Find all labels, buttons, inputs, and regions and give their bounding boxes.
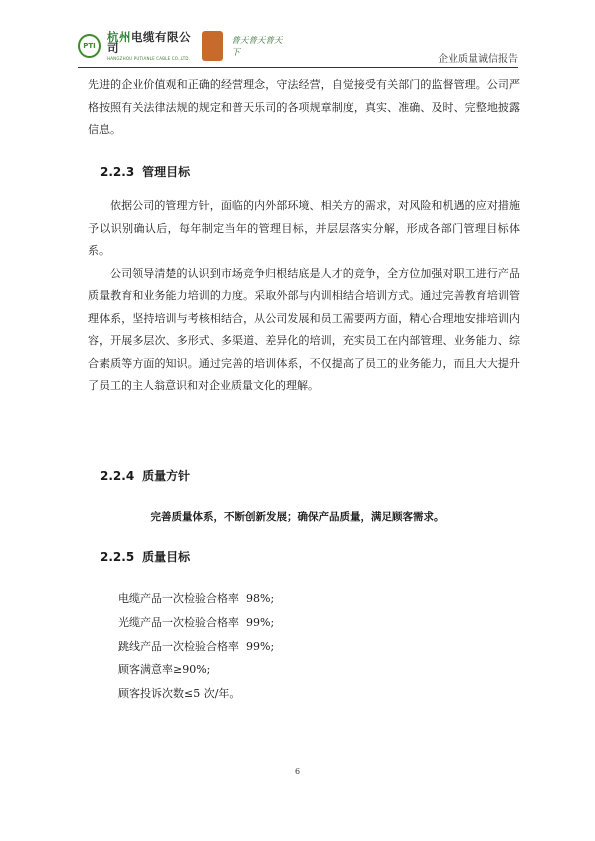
list-item: 光缆产品一次检验合格率 99%; (118, 615, 275, 629)
section-title: 质量目标 (142, 550, 191, 564)
intro-paragraph: 先进的企业价值观和正确的经营理念，守法经营，自觉接受有关部门的监督管理。公司严格按照有关法律法规的规定和普天乐司的各项规章制度，真实、准确、及时、完整地披露信息。 (88, 78, 520, 136)
seal-icon (202, 31, 223, 61)
pti-logo-icon: PTI (78, 34, 101, 58)
page-header (78, 28, 518, 66)
list-item: 顾客满意率≥90%; (118, 663, 211, 677)
list-item: 顾客投诉次数≤5 次/年。 (118, 687, 241, 701)
section-number: 2.2.4 (100, 469, 135, 483)
section-heading-quality-policy (100, 467, 190, 484)
section-number: 2.2.5 (100, 550, 135, 564)
logo-english-name: HANGZHOU PUTIANLE CABLE CO.,LTD. (107, 55, 191, 61)
section-title: 质量方针 (142, 469, 191, 483)
report-title: 企业质量诚信报告 (438, 54, 518, 65)
logo-wordmark (107, 29, 198, 61)
section-title: 管理目标 (142, 165, 191, 179)
section-heading-quality-goal (100, 548, 190, 565)
header-divider (78, 67, 518, 68)
company-logo (78, 28, 288, 64)
section-number: 2.2.3 (100, 165, 135, 179)
list-item: 跳线产品一次检验合格率 99%; (118, 639, 275, 653)
list-item: 电缆产品一次检验合格率 98%; (118, 592, 275, 605)
paragraph: 公司领导清楚的认识到市场竞争归根结底是人才的竞争，全方位加强对职工进行产品质量教育和业务能力培训的力度。采取外部与内训相结合培训方式。通过完善教育培训管理体系，坚持培训与考核相结合，从公司发展和员工需要两方面，精心合理地安排培训内容，开展多层次、多形式、多渠道、差异化的培训，充实员工在内部管理、业务能力、综合素质等方面的知识。通过完善的培训体系，不仅提高了员工的业务能力，而且大大提升了员工的主人翁意识和对企业质量文化的理解。 (88, 266, 520, 392)
management-goal-body (88, 195, 520, 398)
intro-text (88, 74, 520, 142)
page-number: 6 (294, 767, 301, 776)
section-heading-management-goal (100, 163, 190, 180)
logo-name-suffix: 电缆有限公司 (107, 29, 192, 55)
logo-name-prefix: 杭州 (107, 29, 132, 44)
paragraph: 依据公司的管理方针，面临的内外部环境、相关方的需求，对风险和机遇的应对措施予以识别确认后，每年制定当年的管理目标，并层层落实分解，形成各部门管理目标体系。 (88, 199, 520, 257)
quality-policy-statement: 完善质量体系，不断创新发展；确保产品质量，满足顾客需求。 (150, 511, 445, 523)
quality-goal-list (118, 587, 274, 706)
logo-slogan: 普天普天普天下 (231, 36, 283, 58)
